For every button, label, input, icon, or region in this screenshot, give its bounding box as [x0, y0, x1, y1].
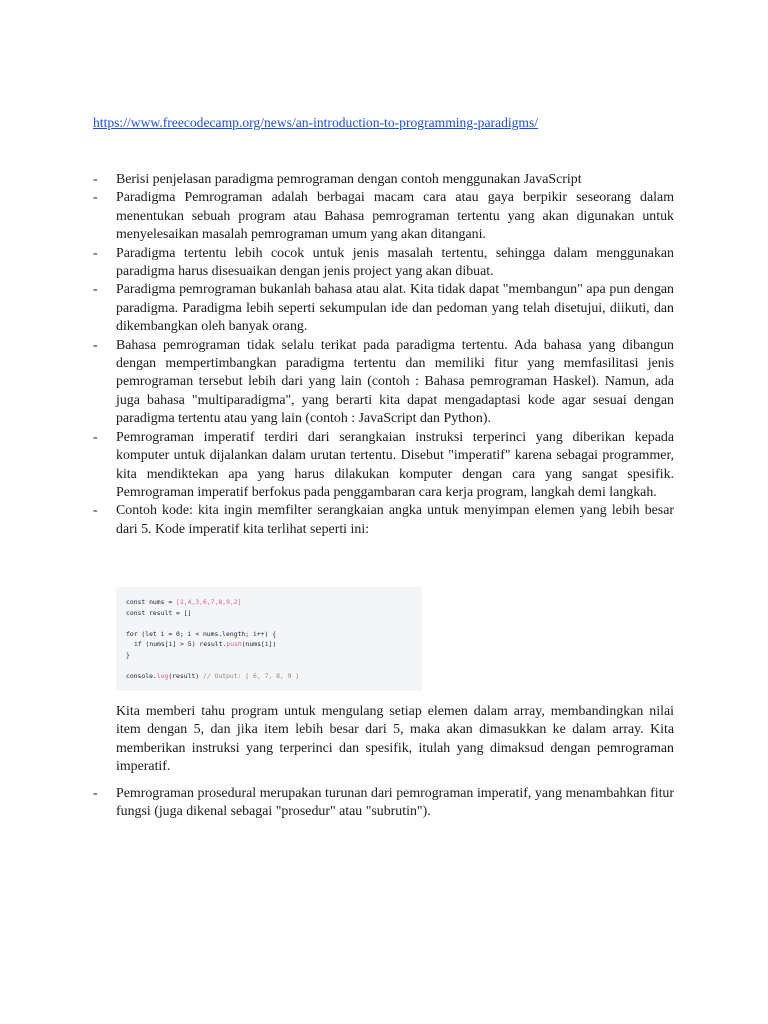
list-item-text: Contoh kode: kita ingin memfilter serangkaian angka untuk menyimpan elemen yang lebih besar dari 5. Kode imperatif kita terlihat seperti ini: — [116, 503, 674, 537]
code-line — [116, 661, 422, 672]
bullet-marker: - — [93, 172, 98, 187]
code-snippet-image — [116, 587, 422, 691]
list-item-text: Pemrograman prosedural merupakan turunan dari pemrograman imperatif, yang menambahkan fitur fungsi (juga dikenal sebagai "prosedur" atau "subrutin"). — [116, 786, 674, 820]
list-item — [93, 785, 674, 822]
code-line: } — [126, 650, 130, 659]
bullet-marker: - — [93, 786, 98, 801]
bullet-marker: - — [93, 429, 98, 445]
explanation-paragraph: Kita memberi tahu program untuk mengulang setiap elemen dalam array, membandingkan nilai item dengan 5, dan jika item lebih besar dari 5, maka akan dimasukkan ke dalam array. Kita memberikan instruksi yang terperinci dan spesifik, itulah yang dimaksud dengan pemrograman imperatif. — [116, 704, 674, 775]
list-item-text: Bahasa pemrograman tidak selalu terikat pada paradigma tertentu. Ada bahasa yang dibangun dengan mempertimbangkan paradigma tertentu dan memiliki fitur yang memfasilitasi jenis pemrograman tersebut lebih dari yang lain (contoh : Bahasa pemrograman Haskel). Namun, ada juga bahasa "multiparadigma", yang berarti kita dapat mengadaptasi kode agar sesuai dengan paradigma tertentu atau yang lain (contoh : JavaScript dan Python). — [116, 337, 674, 427]
list-item — [93, 245, 674, 282]
list-item-text: Paradigma Pemrograman adalah berbagai macam cara atau gaya berpikir seseorang dalam menentukan sebuah program atau Bahasa pemrograman tertentu yang akan digunakan untuk menyelesaikan masalah pemrograman umum yang akan ditangani. — [116, 190, 674, 243]
bullet-list — [93, 171, 674, 539]
list-item — [93, 171, 674, 189]
bullet-marker: - — [93, 190, 98, 206]
source-link[interactable]: https://www.freecodecamp.org/news/an-introduction-to-programming-paradigms/ — [93, 115, 539, 130]
list-item-text: Paradigma pemrograman bukanlah bahasa atau alat. Kita tidak dapat "membangun" apa pun dengan paradigma. Paradigma lebih seperti sekumpulan ide dan pedoman yang telah disetujui, diikuti, dan dikembangkan oleh banyak orang. — [116, 282, 674, 335]
list-item-text: Pemrograman imperatif terdiri dari serangkaian instruksi terperinci yang diberikan kepada komputer untuk dijalankan dalam urutan tertentu. Disebut "imperatif" karena sebagai programmer, kita mendiktekan apa yang harus dilakukan komputer dengan cara yang sangat spesifik. Pemrograman imperatif berfokus pada penggambaran cara kerja program, langkah demi langkah. — [116, 429, 674, 500]
list-item — [93, 429, 674, 503]
code-line: const nums = [1,4,3,6,7,8,9,2] — [126, 598, 242, 606]
bullet-marker: - — [93, 503, 98, 519]
code-line: for (let i = 0; i < nums.length; i++) { — [126, 629, 277, 638]
list-item — [93, 502, 674, 539]
bullet-marker: - — [93, 282, 98, 298]
list-item — [93, 189, 674, 244]
bullet-marker: - — [93, 245, 98, 261]
list-item — [93, 281, 674, 336]
code-line: if (nums[i] > 5) result.push(nums[i]) — [134, 640, 277, 649]
bullet-list-continued — [93, 785, 674, 822]
list-item-text: Berisi penjelasan paradigma pemrograman dengan contoh menggunakan JavaScript — [116, 172, 582, 187]
code-line: const result = [] — [126, 608, 192, 617]
code-line — [116, 618, 422, 629]
bullet-marker: - — [93, 337, 98, 353]
list-item-text: Paradigma tertentu lebih cocok untuk jenis masalah tertentu, sehingga dalam menggunakan paradigma harus disesuaikan dengan jenis project yang akan dibuat. — [116, 245, 674, 280]
list-item — [93, 337, 674, 429]
code-line: console.log(result) // Output: [ 6, 7, 8, 9 ] — [126, 672, 300, 681]
